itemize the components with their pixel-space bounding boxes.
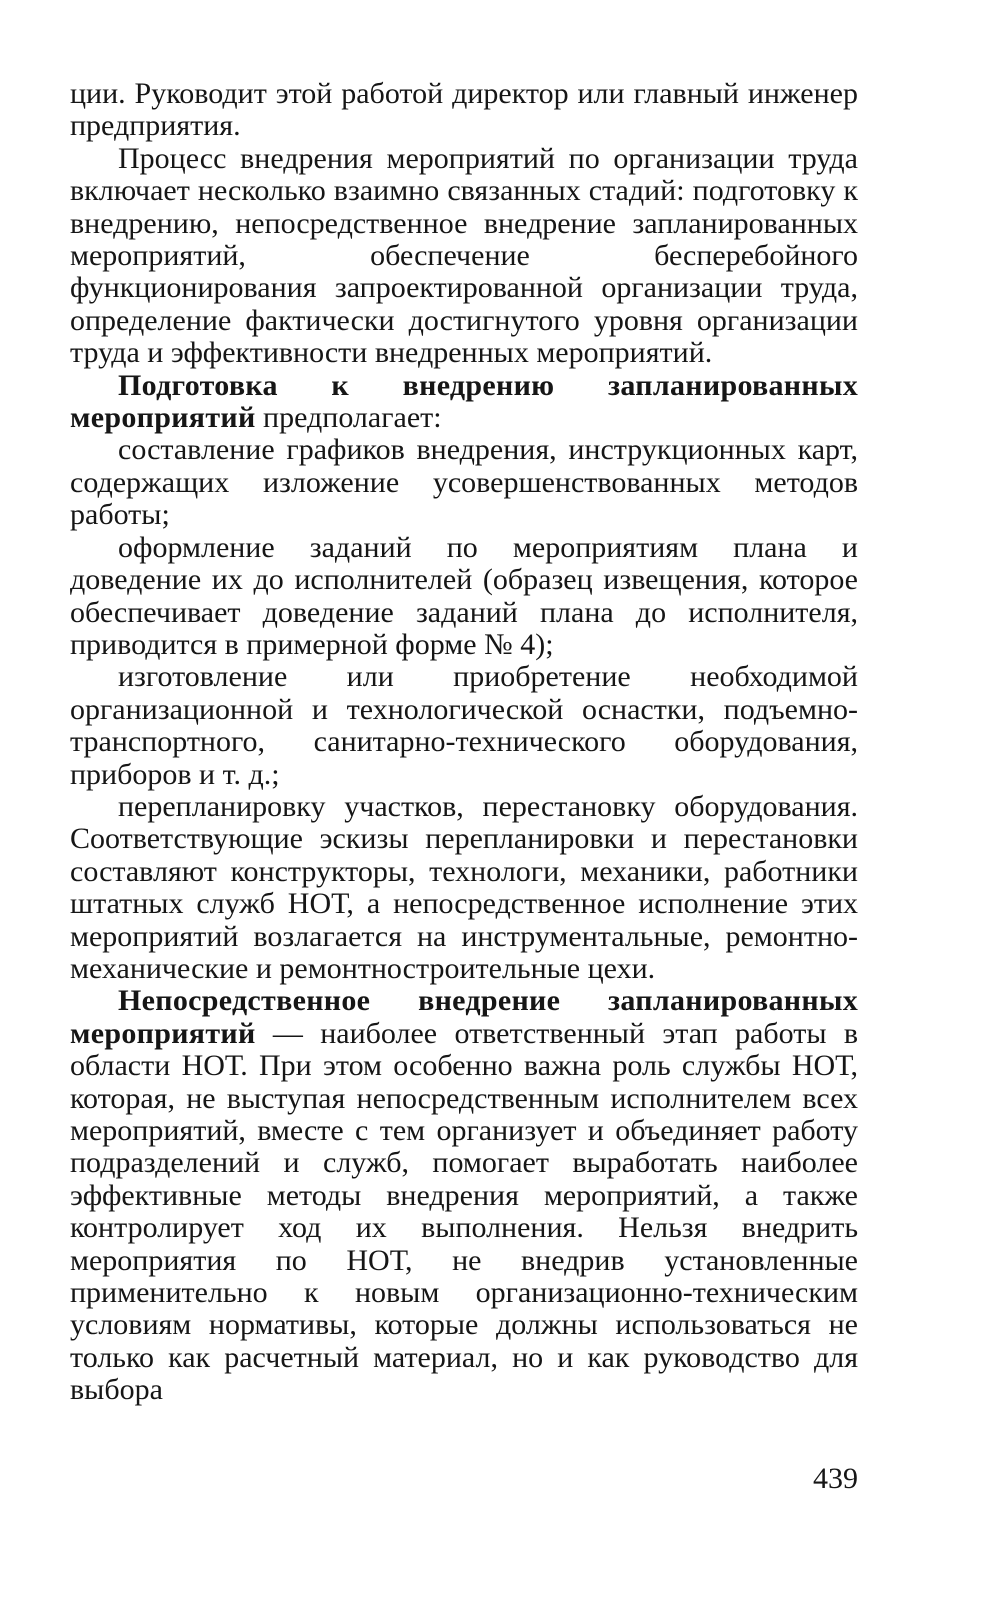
- paragraph-text: — наиболее ответственный этап работы в области НОТ. При этом особенно важна роль службы НОТ, которая, не выступая непосредственным исполнителем всех мероприятий, вместе с тем организует и объединяет работу подразделений и служб, помогает выработать наиболее эффективные методы внедрения мероприятий, а также контролирует ход их выполнения. Нельзя внедрить мероприятия по НОТ, не внедрив установленные применительно к новым организационно-техническим условиям нормативы, которые должны использоваться не только как расчетный материал, но и как руководство для выбора: [70, 1016, 858, 1407]
- page-text: [70, 78, 858, 1407]
- paragraph-text: Процесс внедрения мероприятий по организации труда включает несколько взаимно связанных стадий: подготовку к внедрению, непосредственное внедрение запланированных мероприятий, обеспечение бесперебойного функционирования запроектированной организации труда, определение фактически достигнутого уровня организации труда и эффективности внедренных мероприятий.: [70, 141, 858, 370]
- page-number: 439: [813, 1462, 858, 1495]
- list-item-equipment: [70, 661, 858, 791]
- list-item-replanning: [70, 791, 858, 985]
- paragraph-continuation: [70, 78, 858, 143]
- list-item-schedules: [70, 434, 858, 531]
- bold-lead-term: Подготовка к внедрению запланированных мероприятий: [70, 368, 858, 435]
- paragraph-text: изготовление или приобретение необходимой организационной и технологической оснастки, подъемно-транспортного, санитарно-технического оборудования, приборов и т. д.;: [70, 660, 858, 791]
- paragraph-text: перепланировку участков, перестановку оборудования. Соответствующие эскизы перепланировки и перестановки составляют конструкторы, технологи, механики, работники штатных служб НОТ, а непосредственное исполнение этих мероприятий возлагается на инструментальные, ремонтно-механические и ремонтностроительные цехи.: [70, 789, 858, 985]
- list-item-assignments: [70, 532, 858, 662]
- paragraph-text: предполагает:: [255, 401, 442, 435]
- paragraph-direct-implementation: [70, 985, 858, 1406]
- paragraph-text: ции. Руководит этой работой директор или главный инженер предприятия.: [70, 77, 858, 143]
- paragraph-text: оформление заданий по мероприятиям плана и доведение их до исполнителей (образец извещения, которое обеспечивает доведение заданий плана до исполнителя, приводится в примерной форме № 4);: [70, 530, 858, 661]
- bold-lead-term: Непосредственное внедрение запланированных мероприятий: [70, 984, 858, 1050]
- paragraph-text: составление графиков внедрения, инструкционных карт, содержащих изложение усовершенствованных методов работы;: [70, 433, 858, 532]
- paragraph-preparation-heading: [70, 370, 858, 435]
- paragraph-implementation-stages: [70, 143, 858, 370]
